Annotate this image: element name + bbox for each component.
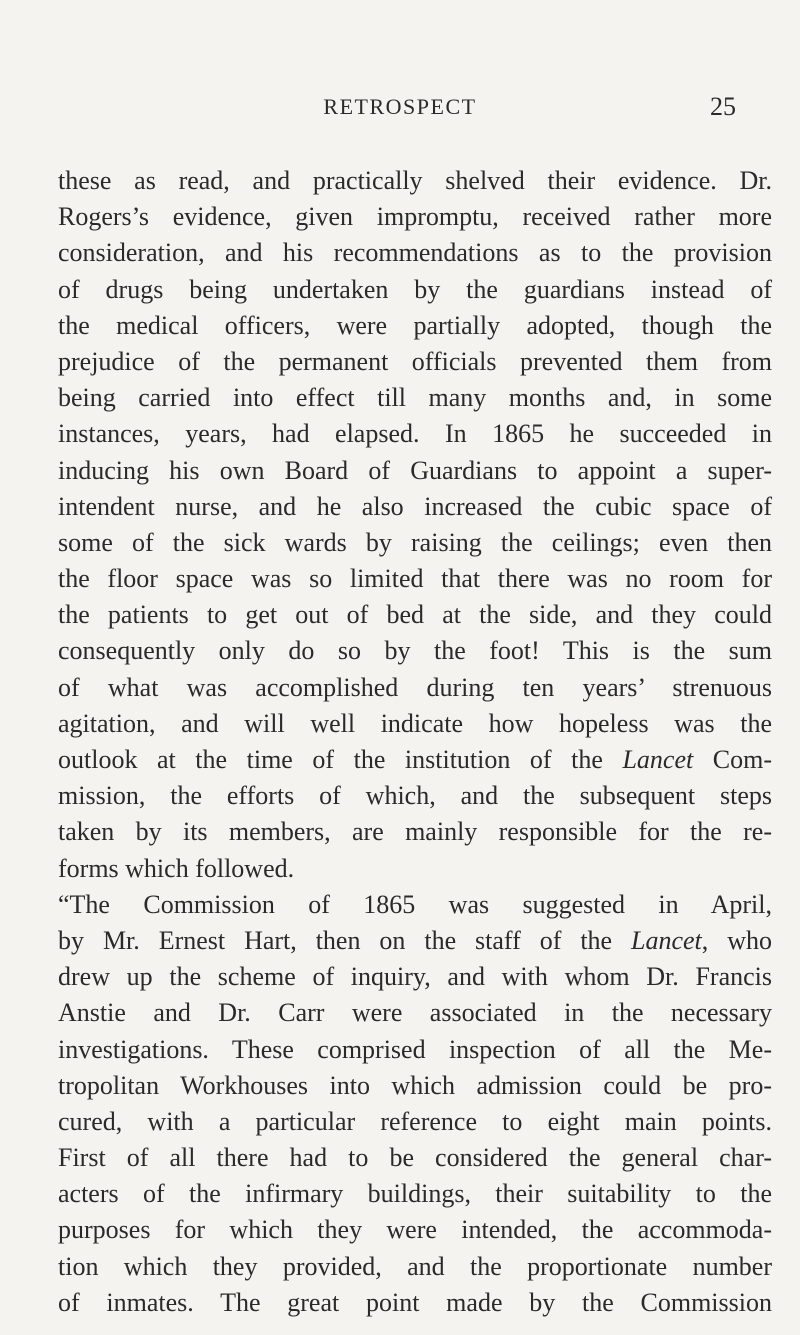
text-line: the patients to get out of bed at the side, and they could [58, 600, 772, 630]
text-run: , who [701, 925, 772, 955]
text-line: prejudice of the permanent officials prevented them from [58, 346, 772, 376]
text-line: the floor space was so limited that there was no room for [58, 564, 772, 594]
text-line [58, 742, 772, 778]
text-line: inducing his own Board of Guardians to appoint a super- [58, 455, 772, 485]
text-line: being carried into effect till many months and, in some [58, 383, 772, 413]
text-run: by Mr. Ernest Hart, then on the staff of the [58, 925, 632, 955]
text-line: forms which followed. [58, 853, 295, 883]
text-line: tropolitan Workhouses into which admission could be pro- [58, 1070, 772, 1100]
text-line: cured, with a particular reference to eight main points. [58, 1106, 772, 1136]
text-line: consequently only do so by the foot! This is the sum [58, 636, 772, 666]
running-title: RETROSPECT [323, 94, 477, 119]
text-line: acters of the infirmary buildings, their suitability to the [58, 1179, 772, 1209]
text-line [58, 923, 772, 959]
text-line: Anstie and Dr. Carr were associated in the necessary [58, 998, 772, 1028]
text-line: of drugs being undertaken by the guardians instead of [58, 274, 772, 304]
text-run: outlook at the time of the institution of the [58, 745, 623, 774]
text-line: intendent nurse, and he also increased the cubic space of [58, 491, 772, 521]
text-line: of what was accomplished during ten years’ strenuous [58, 672, 772, 702]
text-line: agitation, and will well indicate how hopeless was the [58, 708, 772, 738]
text-line: drew up the scheme of inquiry, and with whom Dr. Francis [58, 962, 772, 992]
text-line: some of the sick wards by raising the ceilings; even then [58, 527, 772, 557]
body-text [58, 163, 772, 1321]
text-line: Rogers’s evidence, given impromptu, received rather more [58, 202, 772, 232]
text-line: purposes for which they were intended, the accommoda- [58, 1215, 772, 1245]
text-line: of inmates. The great point made by the Commission [58, 1287, 772, 1317]
page-number: 25 [710, 92, 736, 121]
text-line: First of all there had to be considered the general char- [58, 1143, 772, 1173]
text-line: consideration, and his recommendations as to the provision [58, 238, 772, 268]
italic-title-lancet: Lancet [622, 745, 694, 774]
text-line: taken by its members, are mainly responsible for the re- [58, 817, 772, 847]
text-line: instances, years, had elapsed. In 1865 he succeeded in [58, 419, 772, 449]
text-line: the medical officers, were partially adopted, though the [58, 310, 772, 340]
text-line: tion which they provided, and the proportionate number [58, 1251, 772, 1281]
text-run: Com- [693, 745, 772, 774]
text-line: mission, the efforts of which, and the subsequent steps [58, 781, 772, 811]
italic-title-lancet: Lancet [631, 925, 702, 955]
text-line: “The Commission of 1865 was suggested in April, [58, 889, 772, 919]
text-line: investigations. These comprised inspection of all the Me- [58, 1034, 772, 1064]
text-line: these as read, and practically shelved their evidence. Dr. [58, 166, 772, 195]
